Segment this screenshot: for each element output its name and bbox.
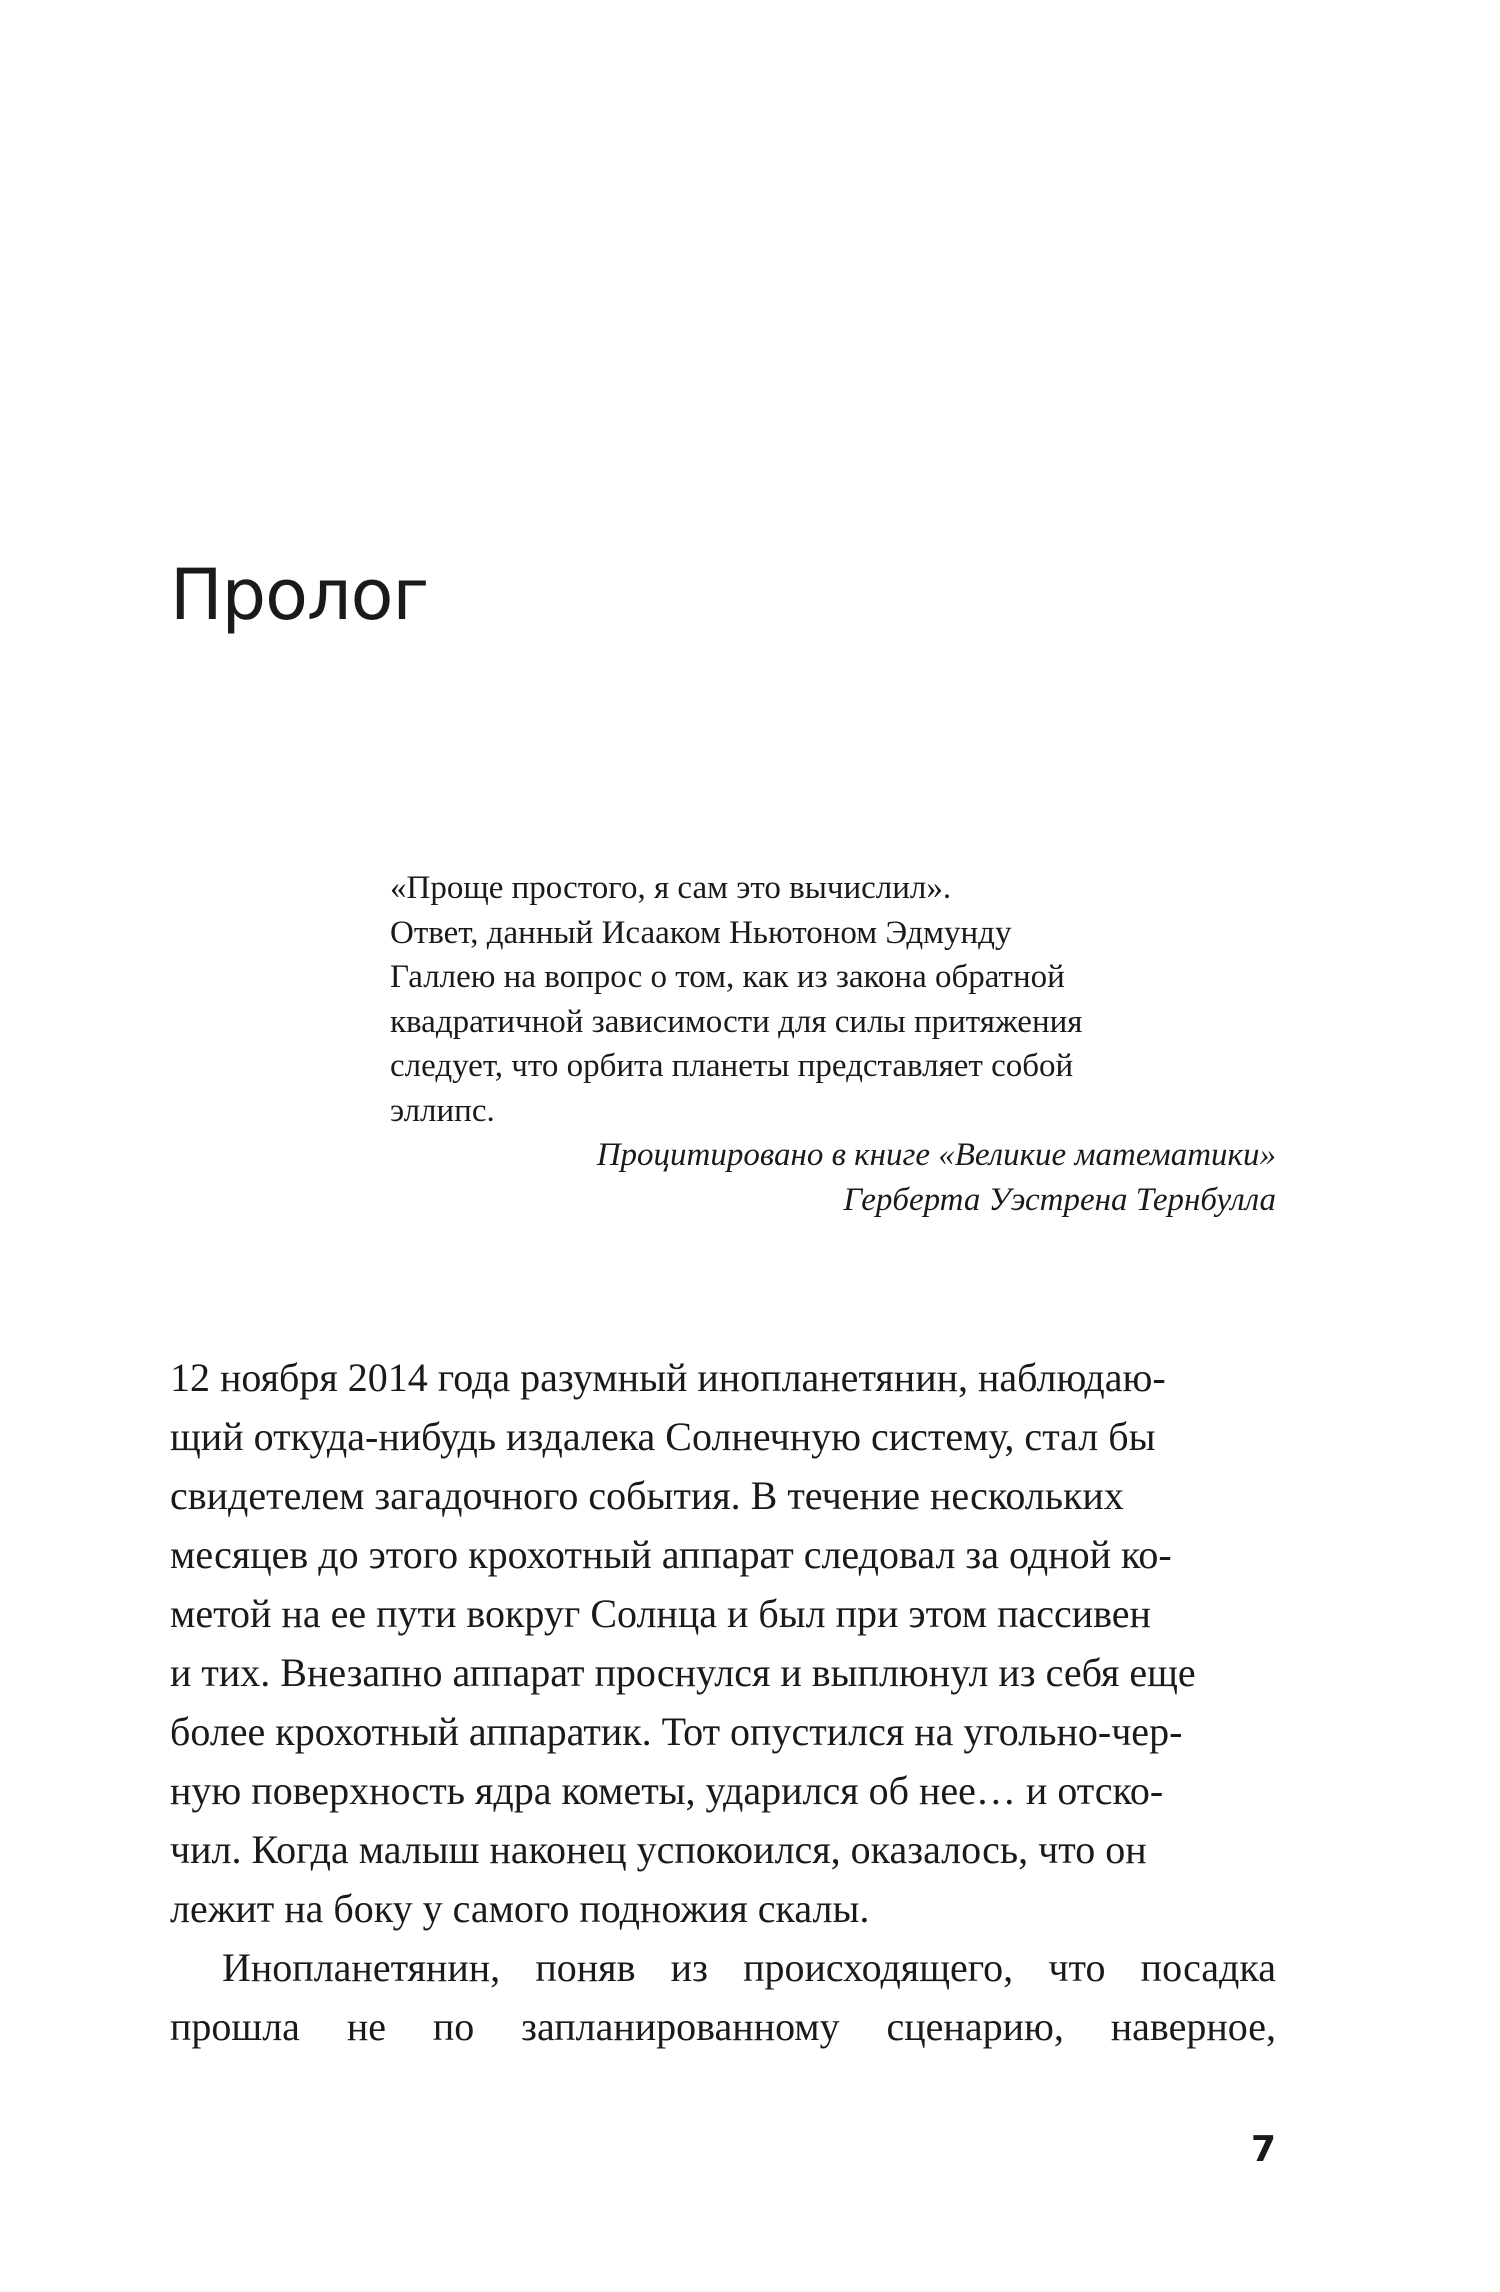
epigraph-attribution: Процитировано в книге «Великие математики» Герберта Уэстрена Тернбулла xyxy=(596,1137,1276,1218)
body-text xyxy=(170,1348,1276,2056)
paragraph: 12 ноября 2014 года разумный инопланетянин, наблюдаю- щий откуда-нибудь издалека Солнечную систему, стал бы свидетелем загадочного события. В течение нескольких месяцев до этого крохотный аппарат следовал за одной ко- метой на ее пути вокруг Солнца и был при этом пассивен и тих. Внезапно аппарат проснулся и выплюнул из себя еще более крохотный аппаратик. Тот опустился на угольно-чер- ную поверхность ядра кометы, ударился об нее… и отско- чил. Когда малыш наконец успокоился, оказалось, что он лежит на боку у самого подножия скалы. xyxy=(170,1355,1196,1931)
epigraph xyxy=(390,866,1276,1222)
page-number: 7 xyxy=(1250,2129,1276,2170)
epigraph-quote: «Проще простого, я сам это вычислил». Ответ, данный Исааком Ньютоном Эдмунду Галлею на вопрос о том, как из закона обратной квадратичной зависимости для силы притяжения следует, что орбита планеты представляет собой эллипс. xyxy=(390,870,1083,1129)
paragraph: Инопланетянин, поняв из происходящего, что посадка прошла не по запланированному сценарию, наверное, xyxy=(170,1945,1276,2049)
chapter-title: Пролог xyxy=(170,554,429,636)
